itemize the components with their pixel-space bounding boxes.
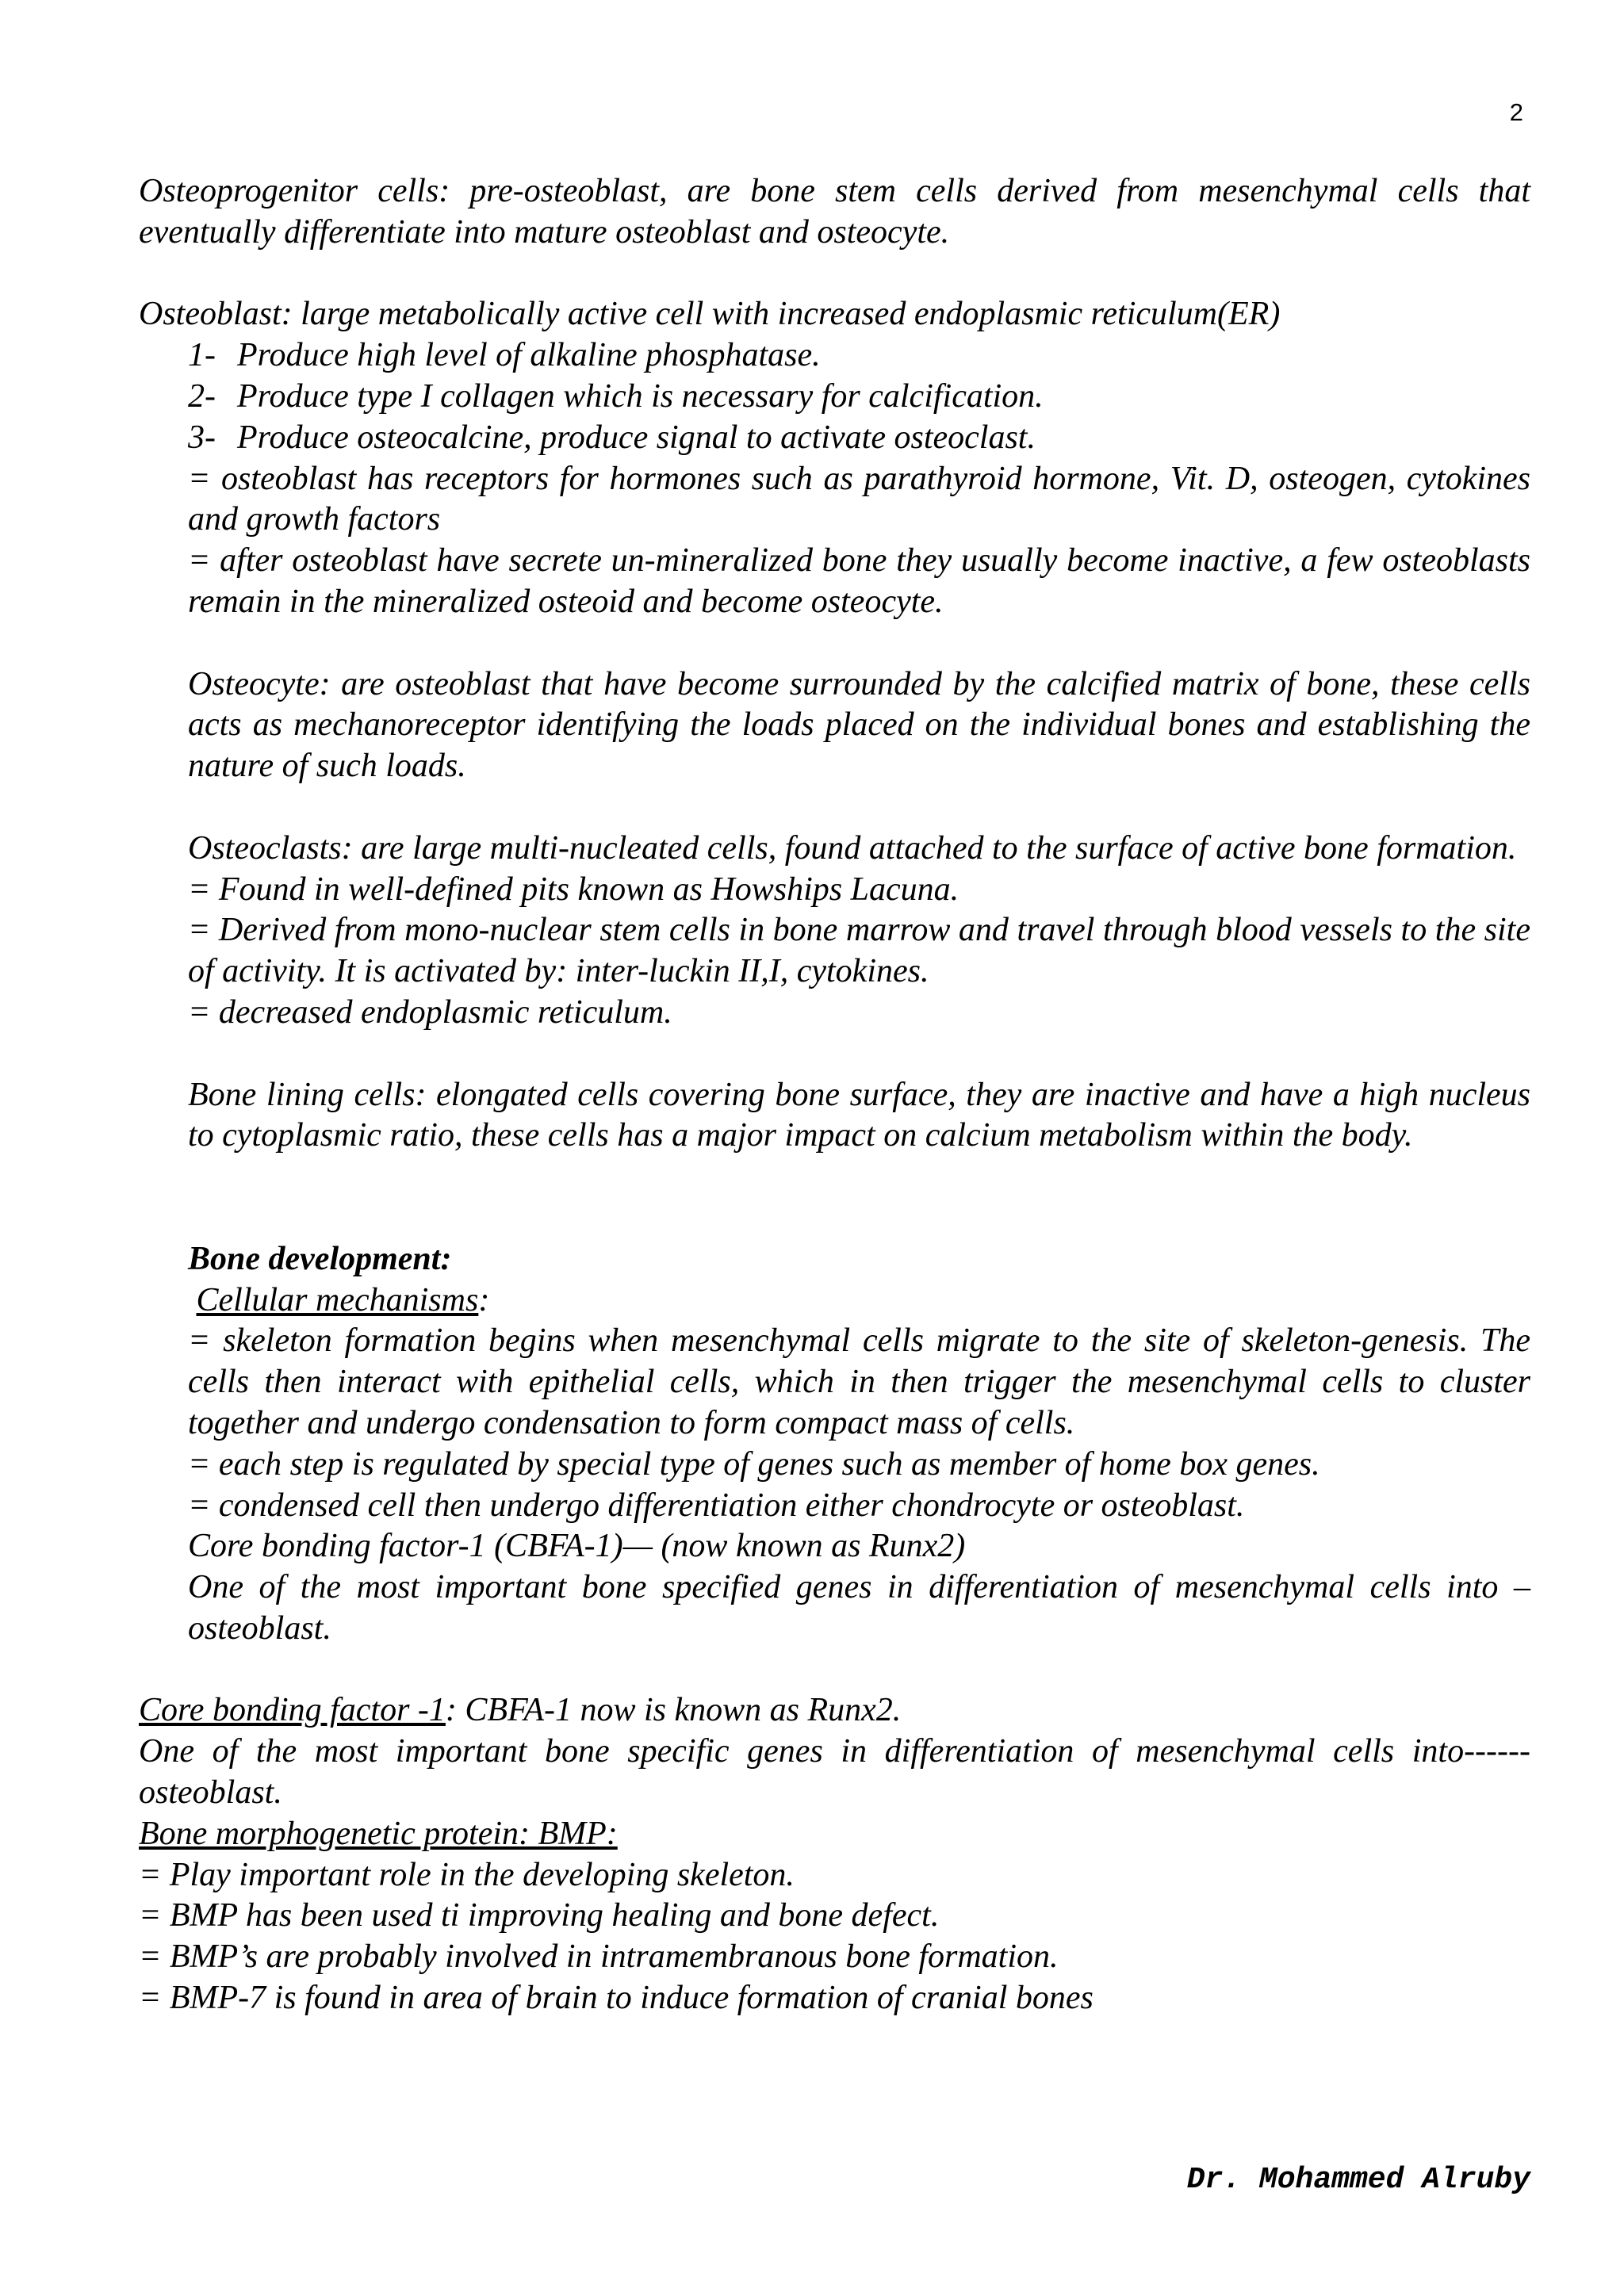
list-item: [188, 335, 1530, 377]
home-box-genes-line: = each step is regulated by special type of genes such as member of home box genes.: [188, 1445, 1320, 1483]
osteocyte-paragraph: Osteocyte: are osteoblast that have become surrounded by the calcified matrix of bone, these cells acts as mechanoreceptor identifying the loads placed on the individual bones and establishing the nature of such loads.: [188, 665, 1530, 785]
page-number: 2: [1509, 98, 1523, 126]
bmp-heading-line: [139, 1814, 1530, 1855]
author-signature: Dr. Mohammed Alruby: [1186, 2163, 1530, 2197]
list-item-text: Produce osteocalcine, produce signal to activate osteoclast.: [237, 419, 1036, 456]
osteoprogenitor-paragraph: Osteoprogenitor cells: pre-osteoblast, are bone stem cells derived from mesenchymal cells that eventually differentiate into mature osteoblast and osteocyte.: [139, 173, 1530, 251]
core-bonding-factor-label: Core bonding factor -1: [139, 1692, 446, 1729]
bmp-item: = BMP’s are probably involved in intramembranous bone formation.: [139, 1938, 1059, 1976]
bmp-item: = BMP-7 is found in area of brain to induce formation of cranial bones: [139, 1980, 1094, 2017]
osteoclasts-note-er: = decreased endoplasmic reticulum.: [188, 993, 672, 1031]
list-item-number: 3-: [188, 419, 216, 456]
osteoblast-intro: Osteoblast: large metabolically active cell with increased endoplasmic reticulum(ER): [139, 296, 1281, 333]
osteoblast-note-receptors: = osteoblast has receptors for hormones such as parathyroid hormone, Vit. D, osteogen, cytokines and growth factors: [188, 460, 1530, 538]
osteoclasts-note-lacuna: = Found in well-defined pits known as Howships Lacuna.: [188, 871, 959, 908]
cbfa-line: Core bonding factor-1 (CBFA-1)— (now known as Runx2): [188, 1528, 966, 1565]
core-bonding-factor-rest: : CBFA-1 now is known as Runx2.: [445, 1692, 902, 1729]
list-item-number: 2-: [188, 377, 216, 415]
list-item: [188, 377, 1530, 418]
list-item: [188, 418, 1530, 459]
core-bonding-factor-line: [139, 1690, 1530, 1732]
list-item-number: 1-: [188, 337, 216, 374]
cellular-mechanisms-subheading: Cellular mechanisms: [196, 1281, 479, 1318]
bmp-item: = Play important role in the developing skeleton.: [139, 1856, 795, 1893]
osteoclasts-note-origin: = Derived from mono-nuclear stem cells in bone marrow and travel through blood vessels to the site of activity. It is activated by: inter-luckin II,I, cytokines.: [188, 912, 1530, 990]
bone-lining-paragraph: Bone lining cells: elongated cells covering bone surface, they are inactive and have a high nucleus to cytoplasmic ratio, these cells has a major impact on calcium metabolism within the body.: [188, 1076, 1530, 1154]
bmp-heading: Bone morphogenetic protein: BMP:: [139, 1815, 618, 1852]
bone-specified-genes-paragraph: One of the most important bone specified genes in differentiation of mesenchymal cells into – osteoblast.: [188, 1569, 1530, 1647]
subheading-colon: :: [478, 1281, 490, 1318]
list-item-text: Produce type I collagen which is necessary for calcification.: [237, 377, 1044, 415]
osteoblast-note-inactive: = after osteoblast have secrete un-mineralized bone they usually become inactive, a few osteoblasts remain in the mineralized osteoid and become osteocyte.: [188, 542, 1530, 620]
page-body: [139, 171, 1530, 2019]
bone-development-heading: Bone development:: [188, 1240, 452, 1277]
core-bonding-factor-paragraph: One of the most important bone specific genes in differentiation of mesenchymal cells into------ osteoblast.: [139, 1733, 1530, 1812]
bmp-item: = BMP has been used ti improving healing and bone defect.: [139, 1897, 940, 1934]
cellular-mechanisms-line: [188, 1280, 1530, 1322]
osteoblast-section: [139, 335, 1530, 1650]
osteoclasts-intro: Osteoclasts: are large multi-nucleated cells, found attached to the surface of active bone formation.: [188, 829, 1517, 867]
differentiation-line: = condensed cell then undergo differentiation either chondrocyte or osteoblast.: [188, 1487, 1245, 1524]
list-item-text: Produce high level of alkaline phosphatase.: [237, 337, 821, 374]
skeleton-formation-paragraph: = skeleton formation begins when mesenchymal cells migrate to the site of skeleton-genesis. The cells then interact with epithelial cells, which in then trigger the mesenchymal cells to cluster together and undergo condensation to form compact mass of cells.: [188, 1322, 1530, 1441]
